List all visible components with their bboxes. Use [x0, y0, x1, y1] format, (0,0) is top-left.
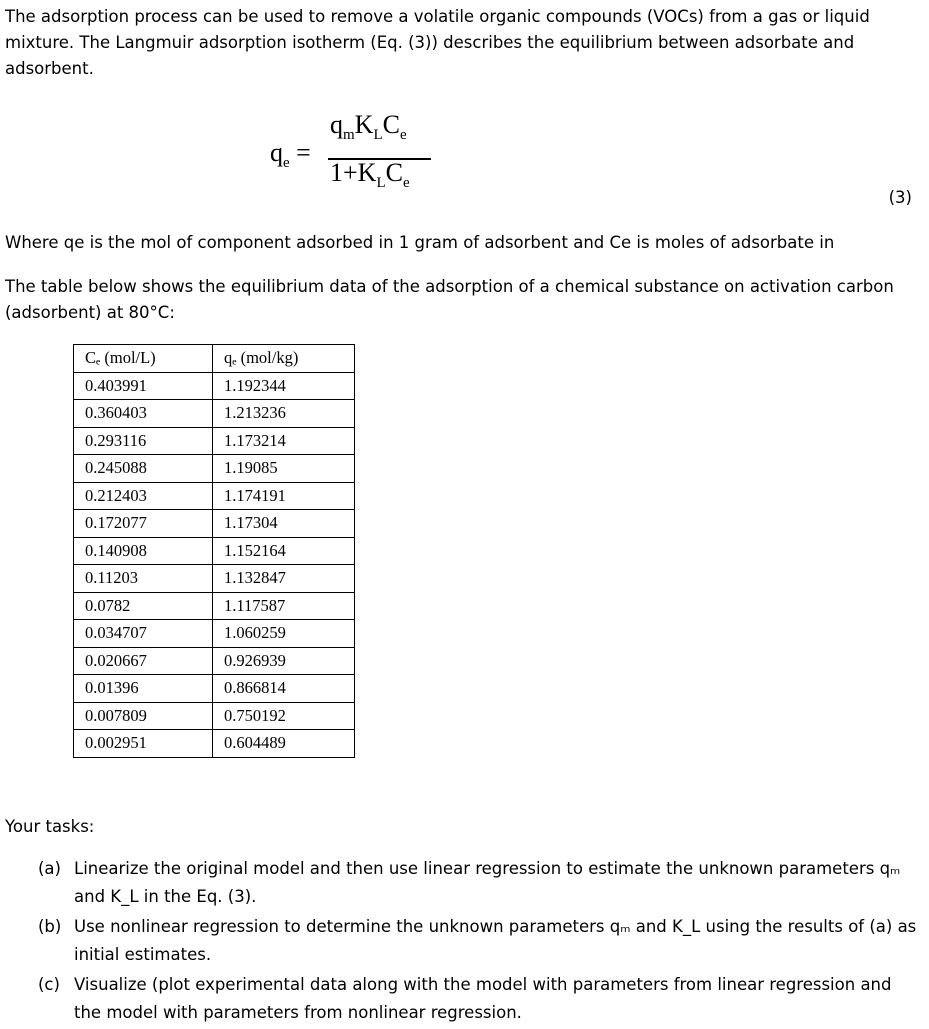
qe-cell: 1.173214	[213, 427, 355, 455]
task-item	[38, 913, 918, 969]
task-item	[38, 855, 918, 911]
table-row	[74, 455, 355, 483]
table-row	[74, 620, 355, 648]
ce-cell: 0.212403	[74, 482, 213, 510]
ce-cell: 0.002951	[74, 730, 213, 758]
column-header-qe: qₑ (mol/kg)	[213, 345, 355, 373]
table-row	[74, 427, 355, 455]
qe-cell: 1.174191	[213, 482, 355, 510]
table-header-row	[74, 345, 355, 373]
qe-cell: 0.866814	[213, 675, 355, 703]
table-row	[74, 510, 355, 538]
ce-cell: 0.034707	[74, 620, 213, 648]
equation-number: (3)	[888, 188, 912, 207]
ce-cell: 0.11203	[74, 565, 213, 593]
where-paragraph: Where qe is the mol of component adsorbed in 1 gram of adsorbent and Ce is moles of adsorbate in	[5, 233, 835, 252]
equilibrium-data-table	[73, 344, 355, 758]
ce-cell: 0.0782	[74, 592, 213, 620]
task-label: (b)	[38, 917, 62, 936]
task-list	[38, 855, 918, 1029]
table-row	[74, 702, 355, 730]
equation-denominator: $1+K_LC_e$	[330, 158, 410, 192]
ce-cell: 0.007809	[74, 702, 213, 730]
table-row	[74, 400, 355, 428]
task-label: (c)	[38, 975, 60, 994]
equation-lhs: $q_e$ =	[270, 138, 311, 172]
tasks-heading: Your tasks:	[5, 817, 95, 836]
ce-cell: 0.245088	[74, 455, 213, 483]
qe-cell: 1.060259	[213, 620, 355, 648]
task-item	[38, 971, 918, 1027]
intro-paragraph: The adsorption process can be used to remove a volatile organic compounds (VOCs) from a gas or liquid mixture. The Langmuir adsorption isotherm (Eq. (3)) describes the equilibrium between adsorbate and adsorbent.	[5, 7, 870, 78]
column-header-ce: Cₑ (mol/L)	[74, 345, 213, 373]
equation-numerator: $q_mK_LC_e$	[330, 110, 407, 144]
table-intro-paragraph: The table below shows the equilibrium data of the adsorption of a chemical substance on activation carbon (adsorbent) at 80°C:	[5, 277, 894, 322]
ce-cell: 0.403991	[74, 372, 213, 400]
table-row	[74, 565, 355, 593]
qe-cell: 0.604489	[213, 730, 355, 758]
ce-cell: 0.172077	[74, 510, 213, 538]
table-row	[74, 592, 355, 620]
task-text: Visualize (plot experimental data along with the model with parameters from linear regression and the model with parameters from nonlinear regression.	[74, 975, 892, 1022]
qe-cell: 0.750192	[213, 702, 355, 730]
table-row	[74, 647, 355, 675]
task-text: Linearize the original model and then use linear regression to estimate the unknown parameters qₘ and K_L in the Eq. (3).	[74, 859, 901, 906]
table-row	[74, 482, 355, 510]
task-label: (a)	[38, 859, 61, 878]
ce-cell: 0.293116	[74, 427, 213, 455]
qe-cell: 1.192344	[213, 372, 355, 400]
qe-cell: 1.117587	[213, 592, 355, 620]
task-text: Use nonlinear regression to determine the unknown parameters qₘ and K_L using the results of (a) as initial estimates.	[74, 917, 917, 964]
qe-cell: 0.926939	[213, 647, 355, 675]
ce-cell: 0.01396	[74, 675, 213, 703]
qe-cell: 1.213236	[213, 400, 355, 428]
table-row	[74, 537, 355, 565]
table-row	[74, 372, 355, 400]
qe-cell: 1.19085	[213, 455, 355, 483]
table-row	[74, 675, 355, 703]
qe-cell: 1.152164	[213, 537, 355, 565]
qe-cell: 1.17304	[213, 510, 355, 538]
ce-cell: 0.140908	[74, 537, 213, 565]
qe-cell: 1.132847	[213, 565, 355, 593]
table-row	[74, 730, 355, 758]
ce-cell: 0.360403	[74, 400, 213, 428]
ce-cell: 0.020667	[74, 647, 213, 675]
